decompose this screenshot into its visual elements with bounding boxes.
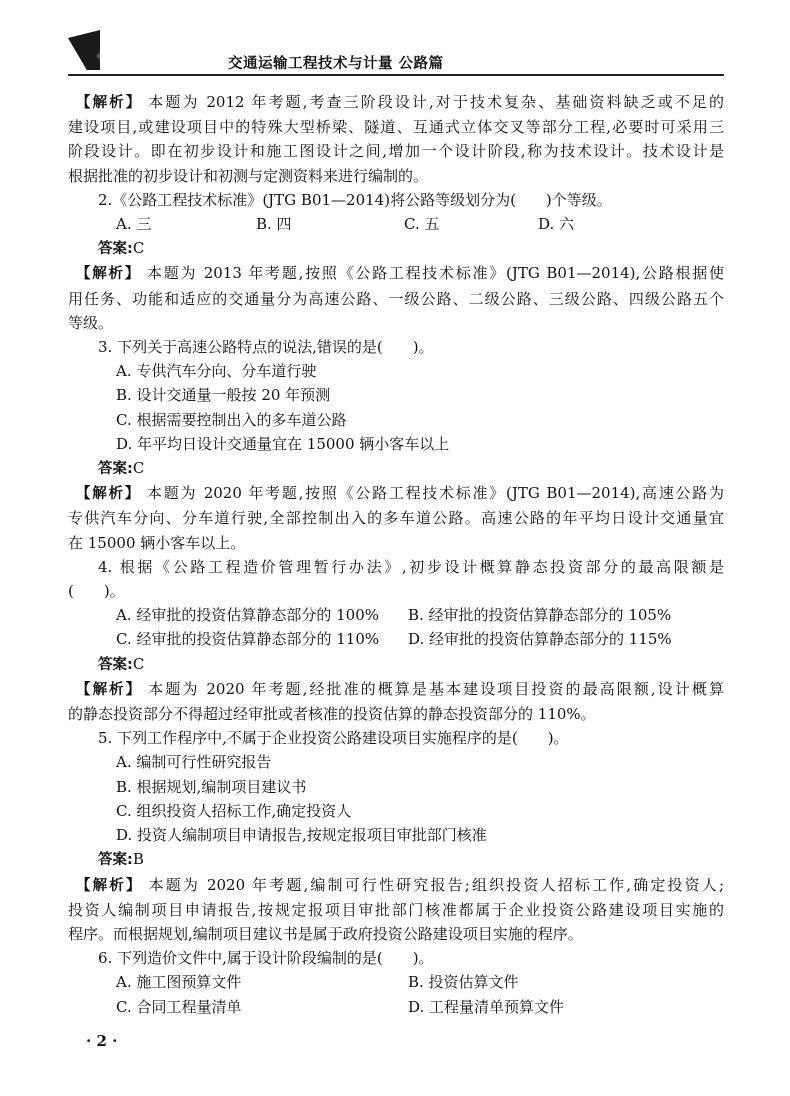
answer-value: C (132, 239, 145, 258)
option-a: A. 编制可行性研究报告 (116, 753, 272, 772)
question-4-cont: ( )。 (68, 582, 125, 601)
analysis-label: 【解析】 (76, 681, 143, 698)
option-d: D. 投资人编制项目申请报告,按规定报项目审批部门核准 (116, 826, 487, 845)
analysis-line: 用任务、功能和适应的交通量分为高速公路、一级公路、二级公路、三级公路、四级公路五个 (68, 289, 724, 308)
analysis-label: 【解析】 (76, 877, 143, 894)
header-corner-decoration (0, 0, 100, 70)
answer-line (68, 456, 724, 481)
option-c: C. 根据需要控制出入的多车道公路 (116, 410, 347, 429)
option-c: C. 经审批的投资估算静态部分的 110% (116, 630, 380, 649)
option-b: B. 经审批的投资估算静态部分的 105% (408, 606, 672, 625)
question-2-options (68, 212, 724, 236)
option-d: D. 工程量清单预算文件 (408, 997, 565, 1016)
answer-line (68, 236, 724, 261)
answer-value: B (132, 850, 144, 869)
analysis-label: 【解析】 (76, 486, 141, 503)
option-d: D. 六 (538, 215, 575, 234)
option-d: D. 经审批的投资估算静态部分的 115% (408, 630, 672, 649)
option-a: A. 施工图预算文件 (116, 973, 242, 992)
question-4: 4. 根据《公路工程造价管理暂行办法》,初步设计概算静态投资部分的最高限额是 (98, 557, 724, 576)
question-3: 3. 下列关于高速公路特点的说法,错误的是( )。 (98, 338, 434, 357)
question-4-options-row-1 (68, 603, 724, 627)
answer-value: C (132, 654, 145, 673)
question-4-options-row-2 (68, 627, 724, 651)
analysis-line: 的静态投资部分不得超过经审批或者核准的投资估算的静态投资部分的 110%。 (68, 705, 596, 724)
option-c: C. 组织投资人招标工作,确定投资人 (116, 801, 352, 820)
answer-label: 答案: (98, 852, 133, 869)
answer-label: 答案: (98, 461, 133, 478)
option-b: B. 四 (256, 215, 292, 234)
option-a: A. 专供汽车分向、分车道行驶 (116, 362, 317, 381)
analysis-line: 阶段设计。即在初步设计和施工图设计之间,增加一个设计阶段,称为技术设计。技术设计是 (68, 142, 724, 161)
analysis-line: 【解析】 本题为 2020 年考题,编制可行性研究报告;组织投资人招标工作,确定投资人; (76, 875, 724, 894)
analysis-line: 【解析】 本题为 2020 年考题,经批准的概算是基本建设项目投资的最高限额,设计概算 (76, 679, 724, 698)
answer-line (68, 847, 724, 872)
question-6-options-row-1 (68, 970, 724, 994)
analysis-line: 【解析】 本题为 2012 年考题,考查三阶段设计,对于技术复杂、基础资料缺乏或不足的 (76, 93, 724, 111)
analysis-line: 投资人编制项目申请报告,按规定报项目审批部门核准都属于企业投资公路建设项目实施的 (68, 900, 724, 919)
analysis-line: 建设项目,或建设项目中的特殊大型桥梁、隧道、互通式立体交叉等部分工程,必要时可采用三 (68, 118, 724, 137)
option-b: B. 根据规划,编制项目建议书 (116, 777, 307, 796)
analysis-line: 【解析】 本题为 2020 年考题,按照《公路工程技术标准》(JTG B01—2014),高速公路为 (76, 484, 724, 503)
page-content (68, 90, 724, 1019)
answer-line (68, 652, 724, 677)
question-5: 5. 下列工作程序中,不属于企业投资公路建设项目实施程序的是( )。 (98, 729, 569, 748)
answer-label: 答案: (98, 656, 133, 673)
running-header-title: 交通运输工程技术与计量 公路篇 (228, 56, 444, 72)
analysis-label: 【解析】 (76, 266, 141, 283)
option-c: C. 合同工程量清单 (116, 997, 242, 1016)
question-2: 2.《公路工程技术标准》(JTG B01—2014)将公路等级划分为( )个等级。 (98, 190, 612, 209)
analysis-line: 专供汽车分向、分车道行驶,全部控制出入的多车道公路。高速公路的年平均日设计交通量宜 (68, 509, 724, 528)
answer-label: 答案: (98, 241, 133, 258)
question-6: 6. 下列造价文件中,属于设计阶段编制的是( )。 (98, 949, 434, 968)
analysis-line: 根据批准的初步设计和初测与定测资料来进行编制的。 (68, 166, 429, 185)
header-rule (68, 74, 724, 76)
question-6-options-row-2 (68, 995, 724, 1019)
answer-value: C (132, 459, 145, 478)
option-b: B. 投资估算文件 (408, 973, 519, 992)
option-c: C. 五 (404, 215, 440, 234)
option-a: A. 经审批的投资估算静态部分的 100% (116, 606, 380, 625)
option-a: A. 三 (116, 215, 152, 234)
analysis-line: 等级。 (68, 313, 114, 332)
option-d: D. 年平均日设计交通量宜在 15000 辆小客车以上 (116, 434, 450, 453)
page-number: · 2 · (86, 1032, 118, 1050)
option-b: B. 设计交通量一般按 20 年预测 (116, 386, 331, 405)
analysis-line: 【解析】 本题为 2013 年考题,按照《公路工程技术标准》(JTG B01—2014),公路根据使 (76, 264, 724, 283)
analysis-line: 程序。而根据规划,编制项目建议书是属于政府投资公路建设项目实施的程序。 (68, 924, 583, 943)
analysis-line: 在 15000 辆小客车以上。 (68, 533, 246, 552)
analysis-label: 【解析】 (76, 95, 143, 111)
